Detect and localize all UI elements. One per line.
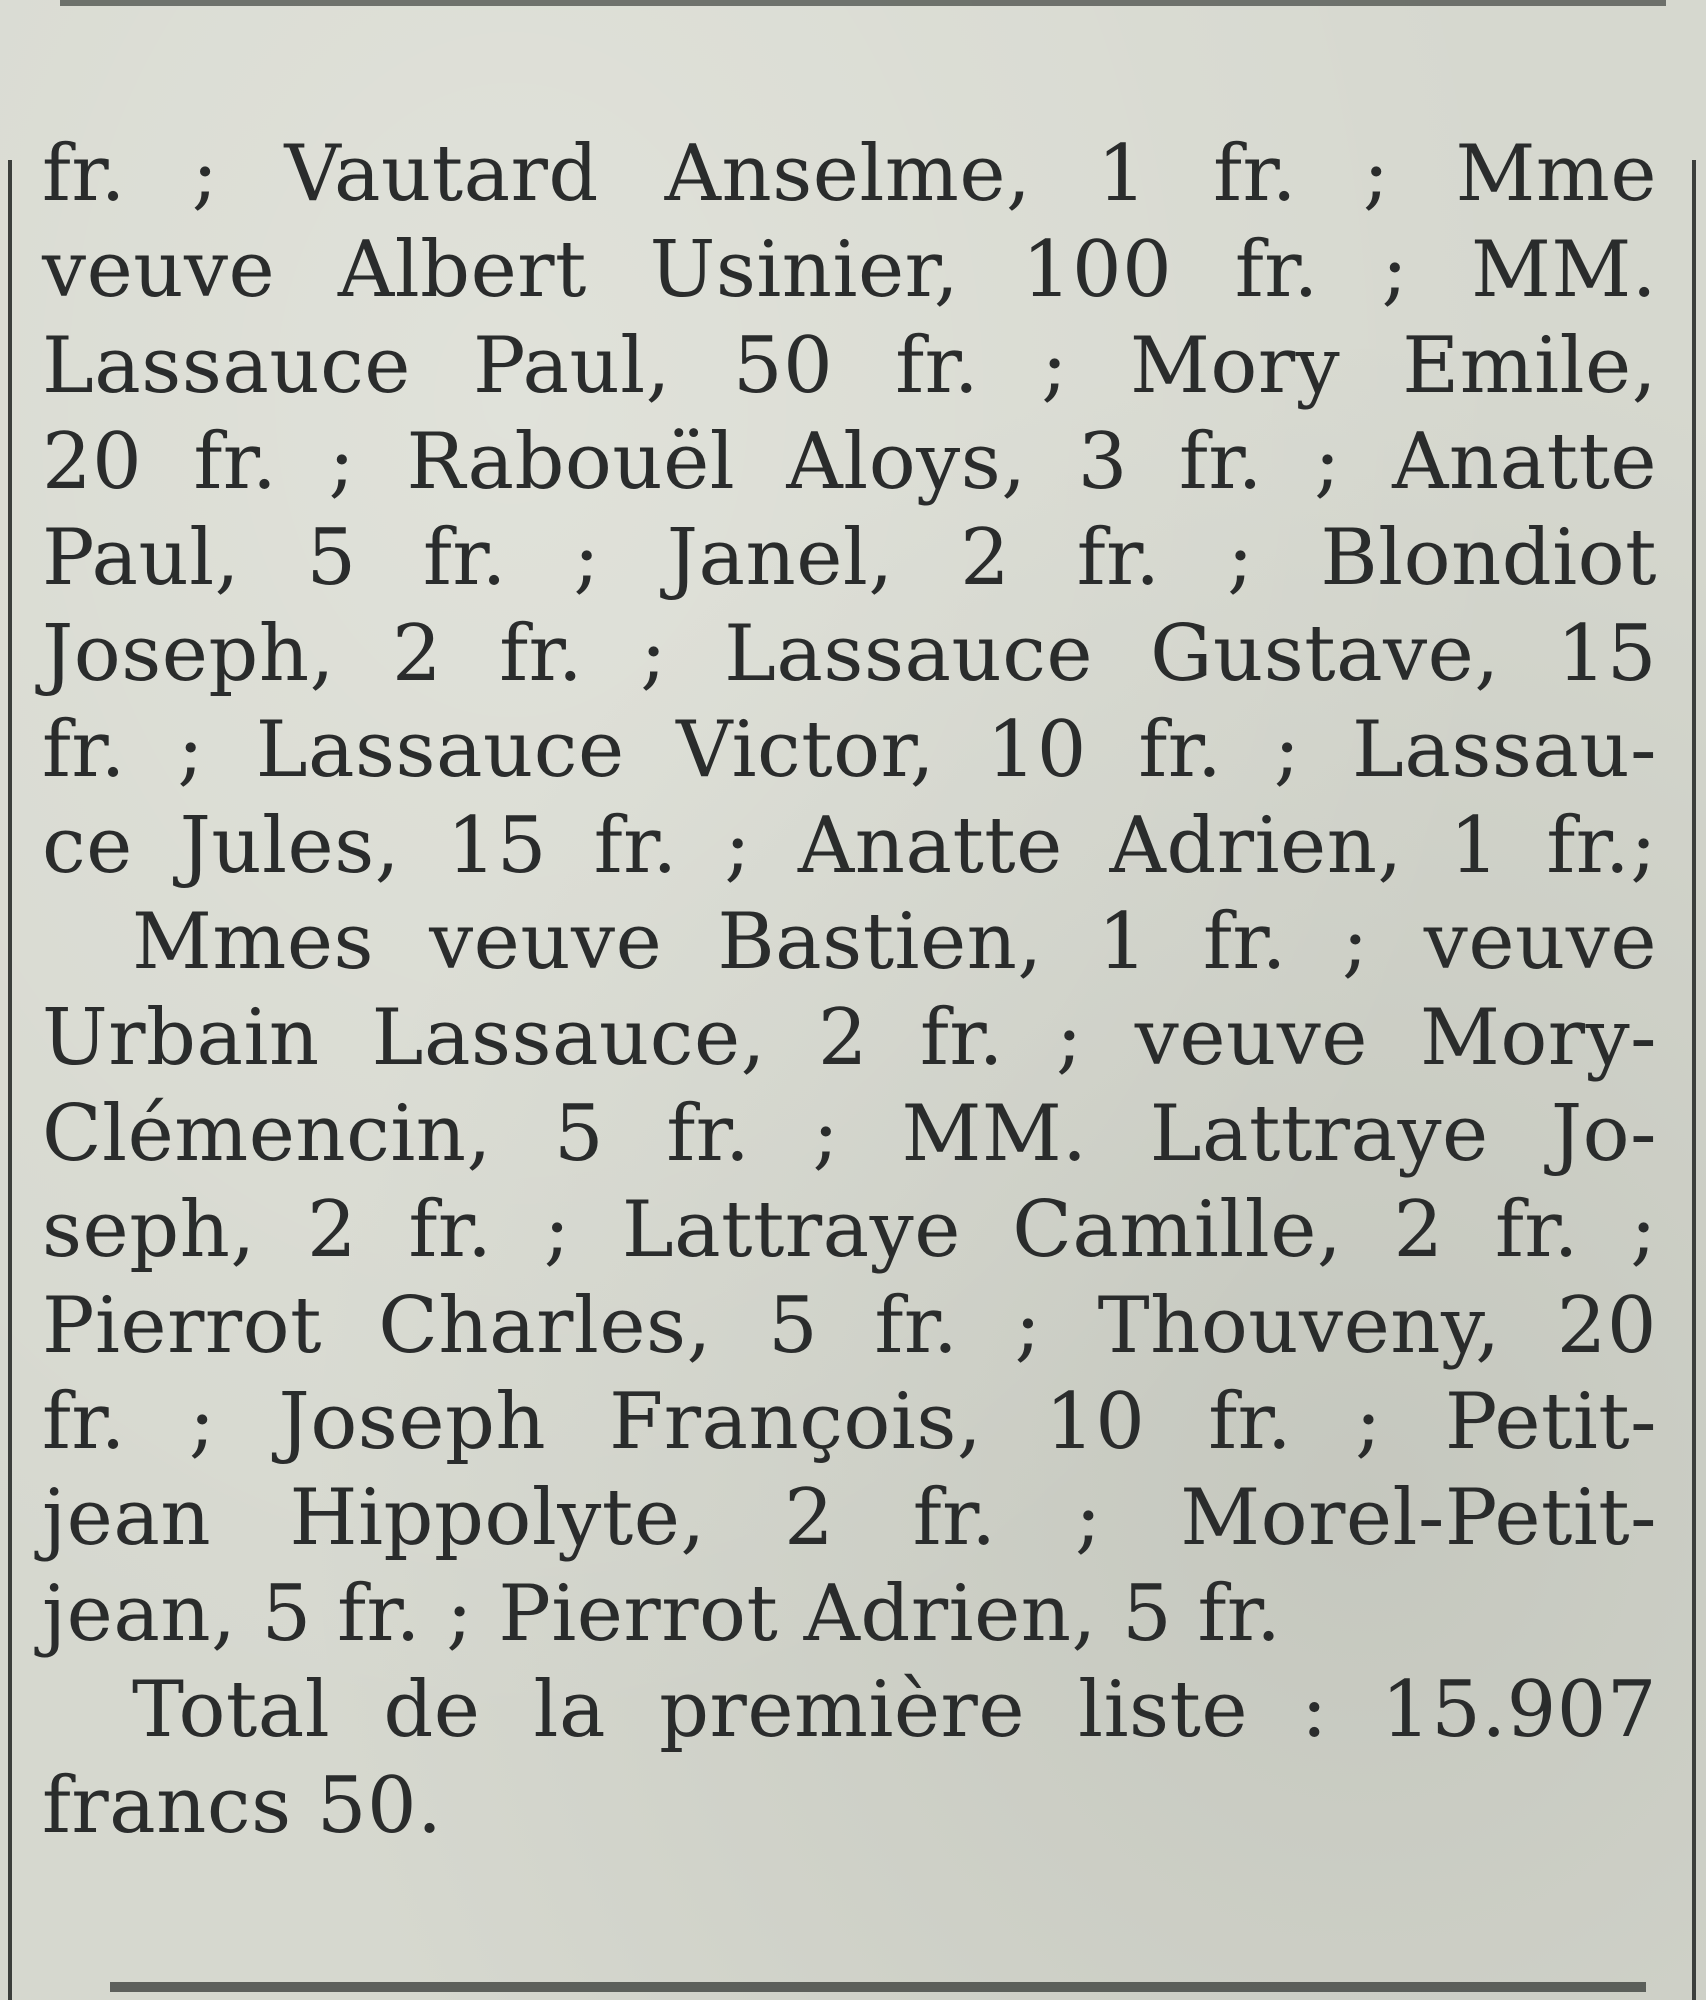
text-line: jean, 5 fr. ; Pierrot Adrien, 5 fr. — [42, 1569, 1282, 1659]
top-rule — [60, 0, 1666, 6]
text-line: fr. ; Joseph François, 10 fr. ; Petit- — [42, 1377, 1657, 1467]
text-line: francs 50. — [42, 1761, 443, 1851]
text-line: jean Hippolyte, 2 fr. ; Morel-Petit- — [42, 1473, 1657, 1563]
text-line: ce Jules, 15 fr. ; Anatte Adrien, 1 fr.; — [42, 801, 1657, 891]
left-column-rule — [8, 160, 12, 2000]
text-column — [42, 126, 1657, 1854]
text-line: Total de la première liste : 15.907 — [132, 1665, 1657, 1755]
right-column-rule — [1692, 160, 1696, 2000]
text-line: Paul, 5 fr. ; Janel, 2 fr. ; Blondiot — [42, 513, 1657, 603]
text-line: veuve Albert Usinier, 100 fr. ; MM. — [42, 225, 1657, 315]
text-line: Urbain Lassauce, 2 fr. ; veuve Mory- — [42, 993, 1657, 1083]
text-line: Lassauce Paul, 50 fr. ; Mory Emile, — [42, 321, 1657, 411]
text-line: Pierrot Charles, 5 fr. ; Thouveny, 20 — [42, 1281, 1657, 1371]
text-line: fr. ; Vautard Anselme, 1 fr. ; Mme — [42, 129, 1657, 219]
text-line: fr. ; Lassauce Victor, 10 fr. ; Lassau- — [42, 705, 1657, 795]
text-line: Clémencin, 5 fr. ; MM. Lattraye Jo- — [42, 1089, 1657, 1179]
text-line: Mmes veuve Bastien, 1 fr. ; veuve — [132, 897, 1657, 987]
bottom-rule — [110, 1982, 1646, 1992]
text-line: seph, 2 fr. ; Lattraye Camille, 2 fr. ; — [42, 1185, 1657, 1275]
text-line: Joseph, 2 fr. ; Lassauce Gustave, 15 — [42, 609, 1657, 699]
text-line: 20 fr. ; Rabouël Aloys, 3 fr. ; Anatte — [42, 417, 1657, 507]
